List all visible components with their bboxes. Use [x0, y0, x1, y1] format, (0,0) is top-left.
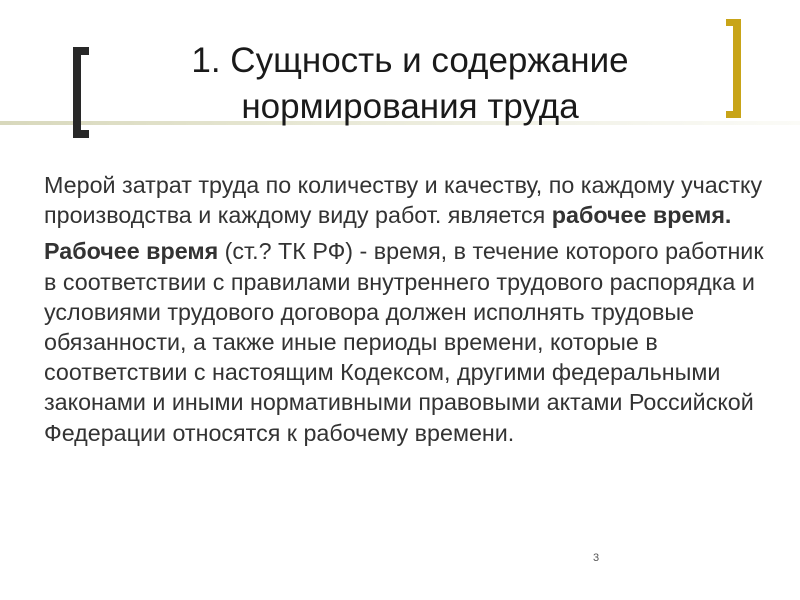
page-number: 3	[593, 552, 600, 564]
left-bracket-decoration	[73, 47, 81, 138]
paragraph-definition-measure	[44, 170, 764, 230]
slide-title-line-2: нормирования труда	[241, 87, 579, 126]
slide-title-line-1: 1. Сущность и содержание	[191, 41, 629, 80]
slide-title	[110, 38, 710, 130]
paragraph-1-text: Мерой затрат труда по количеству и качеству, по каждому участку производства и каждому виду работ. является	[44, 172, 763, 229]
slide-body	[44, 170, 764, 448]
right-bracket-decoration	[733, 19, 741, 118]
paragraph-working-time-definition	[44, 236, 764, 447]
paragraph-2-bold-term: Рабочее время	[44, 238, 219, 265]
paragraph-1-bold-term: рабочее время.	[551, 202, 732, 229]
paragraph-2-text: (ст.? ТК РФ) - время, в течение которого работник в соответствии с правилами внутреннего трудового распорядка и условиями трудового договора должен исполнять трудовые обязанности, а также иные периоды времени, которые в соответствии с настоящим Кодексом, другими федеральными законами и иными нормативными правовыми актами Российской Федерации относятся к рабочему времени.	[44, 238, 764, 446]
